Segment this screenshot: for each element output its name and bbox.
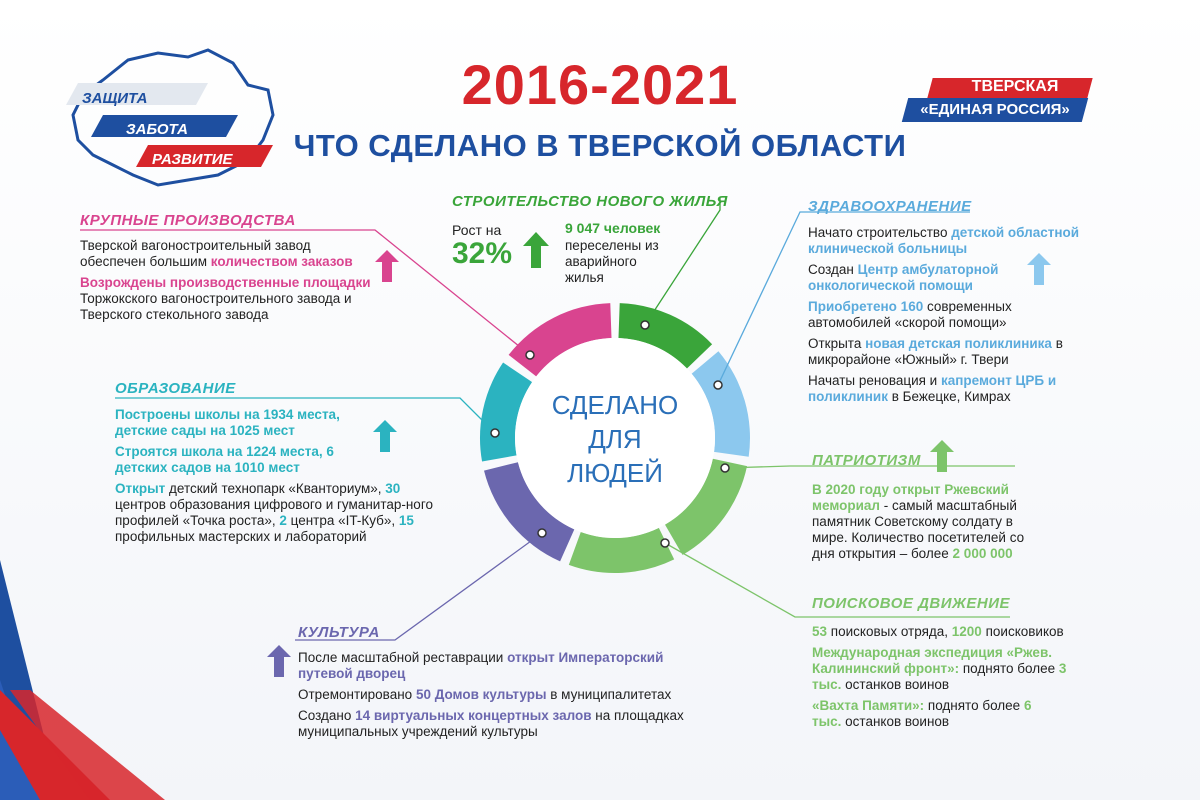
search-p1-hl: 53 <box>812 624 828 639</box>
health-p2-text: Создан <box>808 262 858 277</box>
search-p1-text: поисковых отряда, <box>827 624 952 639</box>
culture-arrow-up-icon <box>267 645 291 677</box>
education-p2: Строятся школа на 1224 места, 6 детских садов на 1010 мест <box>115 444 334 475</box>
search-p2-text: поднято более <box>959 661 1059 676</box>
patriotism-arrow-up-icon <box>930 440 954 472</box>
industry-p2 <box>80 275 380 323</box>
health-p5 <box>808 373 1093 405</box>
search-p1-text2: поисковиков <box>981 624 1064 639</box>
search-p2-hl: Международная экспедиция «Ржев. Калининский фронт»: <box>812 645 1052 676</box>
health-p3-text: современных автомобилей «скорой помощи» <box>808 299 1012 330</box>
culture-p2-text2: в муниципалитетах <box>546 687 672 702</box>
page-subtitle: ЧТО СДЕЛАНО В ТВЕРСКОЙ ОБЛАСТИ <box>293 128 907 163</box>
search-p1 <box>812 624 1082 640</box>
culture-p3-text: Создано <box>298 708 356 723</box>
health-p5-text2: в Бежецке, Кимрах <box>887 389 1011 404</box>
search-p3 <box>812 698 1052 730</box>
housing-growth-value: 32% <box>452 237 513 270</box>
patriotism-p1 <box>812 482 1042 562</box>
culture-p3-highlight: 14 виртуальных концертных залов <box>355 708 592 723</box>
industry-p2-highlight: Возрождены производственные площадки <box>80 275 371 290</box>
culture-p2 <box>298 687 738 703</box>
culture-content <box>298 650 738 745</box>
search-content <box>812 624 1082 735</box>
industry-p1-text: Тверской вагоностроительный завод обеспечен большим <box>80 238 311 269</box>
page-title-years: 2016-2021 <box>461 53 739 116</box>
logo-word-protection: ЗАЩИТА <box>82 90 148 107</box>
health-arrow-up-icon <box>1027 253 1051 285</box>
search-p1-hl2: 1200 <box>951 624 982 639</box>
culture-p1-highlight: открыт Императорский путевой дворец <box>298 650 664 681</box>
health-p3-highlight: Приобретено 160 <box>808 299 924 314</box>
education-p3-t4: профильных мастерских и лабораторий <box>115 529 367 544</box>
search-p3-text: поднято более <box>924 698 1024 713</box>
center-line1: СДЕЛАНО <box>551 390 679 420</box>
center-line3: ЛЮДЕЙ <box>567 458 663 488</box>
center-line2: ДЛЯ <box>588 424 642 454</box>
search-p2 <box>812 645 1082 693</box>
education-p3-t2: центров образования цифрового и гуманитар-ного профилей «Точка роста», <box>115 497 433 528</box>
health-p1-highlight: детской областной клинической больницы <box>808 225 1080 256</box>
culture-p3 <box>298 708 738 740</box>
search-title: ПОИСКОВОЕ ДВИЖЕНИЕ <box>812 595 1011 612</box>
party-logo-line2: «ЕДИНАЯ РОССИЯ» <box>920 101 1070 118</box>
health-title: ЗДРАВООХРАНЕНИЕ <box>808 198 972 215</box>
education-p3-hl3: 2 <box>279 513 287 528</box>
education-arrow-up-icon <box>373 420 397 452</box>
health-p4-highlight: новая детская поликлиника <box>865 336 1052 351</box>
culture-p1 <box>298 650 688 682</box>
housing-people-value: 9 047 человек <box>565 220 661 236</box>
health-p2-highlight: Центр амбулаторной онкологической помощи <box>808 262 999 293</box>
industry-p1-highlight: количеством заказов <box>210 254 353 269</box>
search-p3-text2: останков воинов <box>841 714 950 729</box>
health-p2 <box>808 262 1023 294</box>
patriotism-content <box>812 482 1042 567</box>
culture-title: КУЛЬТУРА <box>298 624 380 641</box>
health-p3 <box>808 299 1038 331</box>
industry-content <box>80 238 380 328</box>
education-p3-hl1: Открыт <box>115 481 166 496</box>
search-p2-hl2: 3 тыс. <box>812 661 1067 692</box>
party-logo-line1: ТВЕРСКАЯ <box>971 78 1059 95</box>
logo-word-care: ЗАБОТА <box>126 121 188 138</box>
patriotism-p1-highlight: В 2020 году открыт Ржевский мемориал <box>812 482 1009 513</box>
industry-arrow-up-icon <box>375 250 399 282</box>
health-p5-text: Начаты реновация и <box>808 373 941 388</box>
education-p3-t1: детский технопарк «Кванториум», <box>165 481 382 496</box>
housing-people-text: переселены из аварийного жилья <box>565 238 659 285</box>
industry-title: КРУПНЫЕ ПРОИЗВОДСТВА <box>80 212 296 229</box>
health-p4-text2: в микрорайоне «Южный» г. Твери <box>808 336 1063 367</box>
housing-title: СТРОИТЕЛЬСТВО НОВОГО ЖИЛЬЯ <box>452 193 728 210</box>
search-p3-hl: «Вахта Памяти»: <box>812 698 925 713</box>
education-p1: Построены школы на 1934 места, детские сады на 1025 мест <box>115 407 340 438</box>
patriotism-title: ПАТРИОТИЗМ <box>812 452 921 469</box>
health-p4 <box>808 336 1093 368</box>
culture-p2-highlight: 50 Домов культуры <box>415 687 547 702</box>
education-p3-t3: центра «IT-Куб», <box>286 513 396 528</box>
housing-growth-label: Рост на <box>452 222 502 238</box>
health-p4-text: Открыта <box>808 336 866 351</box>
arrow-up-icon <box>523 232 549 268</box>
education-p3 <box>115 481 445 545</box>
culture-p3-text2: на площадках муниципальных учреждений культуры <box>298 708 684 739</box>
education-p3-hl2: 30 <box>385 481 401 496</box>
education-title: ОБРАЗОВАНИЕ <box>115 380 236 397</box>
search-p3-hl2: 6 тыс. <box>812 698 1032 729</box>
health-p1-text: Начато строительство <box>808 225 952 240</box>
patriotism-p1-highlight2: 2 000 000 <box>952 546 1013 561</box>
health-p5-highlight: капремонт ЦРБ и поликлиник <box>808 373 1057 404</box>
culture-p1-text: После масштабной реставрации <box>298 650 508 665</box>
industry-p1 <box>80 238 380 270</box>
logo-word-development: РАЗВИТИЕ <box>152 151 233 168</box>
center-label <box>535 388 695 490</box>
industry-p2-text: Торжокского вагоностроительного завода и Тверского стекольного завода <box>80 291 352 322</box>
search-p2-text2: останков воинов <box>841 677 950 692</box>
patriotism-p1-text: - самый масштабный памятник Советскому солдату в мире. Количество посетителей со дня открытия – более <box>812 498 1025 561</box>
culture-p2-text: Отремонтировано <box>298 687 416 702</box>
education-p3-hl4: 15 <box>398 513 414 528</box>
